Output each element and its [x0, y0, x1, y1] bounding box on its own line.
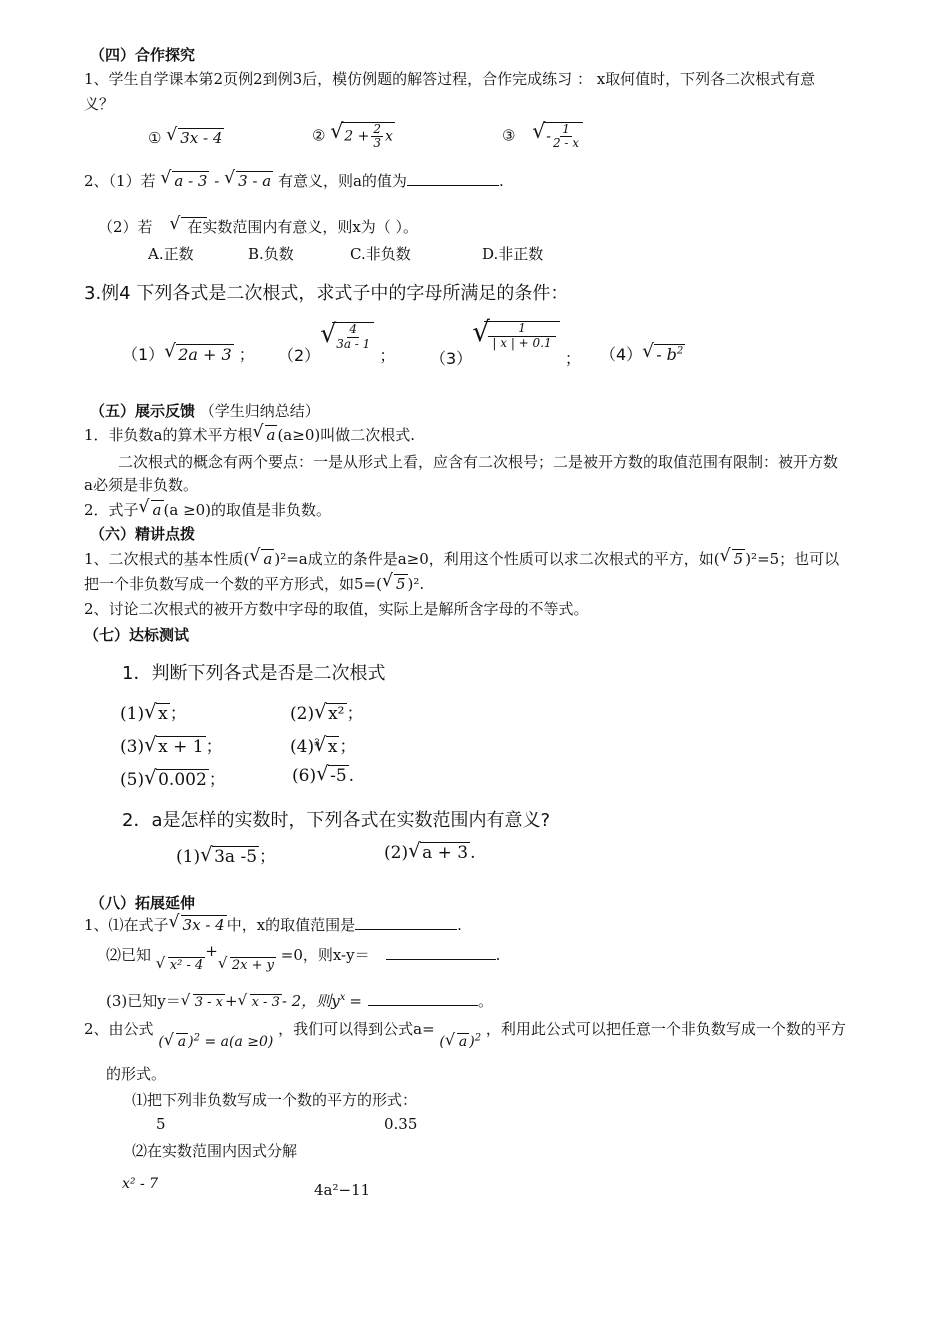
answer-blank[interactable] — [355, 929, 457, 930]
sec4-item1: ① √ 3x - 4 — [148, 128, 224, 147]
sec8-s2: ⑵在实数范围内因式分解 — [132, 1142, 298, 1160]
section-7-heading: （七）达标测试 — [84, 626, 190, 644]
sec8-q1: 1、⑴在式子√ 3x - 4 中，x的取值范围是 . — [84, 914, 462, 935]
sec6-line1: 1、二次根式的基本性质(√ a )²=a成立的条件是a≥0，利用这个性质可以求二次根式的平方，如(√ 5 )²=5；也可以 — [84, 548, 839, 569]
sec5-line1: 1．非负数a的算术平方根√ a (a≥0)叫做二次根式. — [84, 424, 415, 445]
sec4-q2b: （2）若 √ 在实数范围内有意义，则x为（ ）。 — [98, 216, 418, 237]
option-b: B.负数 — [248, 245, 294, 263]
s1-value-5: 5 — [156, 1115, 166, 1133]
ex4-item3: （3） √ $\frac{1}{| x | + 0.1}$ ； — [430, 318, 581, 350]
sec7-q2: 2．a是怎样的实数时，下列各式在实数范围内有意义? — [122, 810, 551, 831]
sec7-q1: 1．判断下列各式是否是二次根式 — [122, 663, 386, 684]
sec8-s1: ⑴把下列非负数写成一个数的平方的形式： — [132, 1091, 418, 1109]
q1-item6: (6)√ -5 . — [292, 765, 354, 786]
s1-value-035: 0.35 — [384, 1115, 418, 1133]
example-4-title: 3.例4 下列各式是二次根式，求式子中的字母所满足的条件： — [84, 283, 569, 304]
sec4-p1-line2: 义？ — [84, 95, 115, 113]
q1-item2: (2)√ x² ； — [290, 699, 364, 724]
sec6-line2: 把一个非负数写成一个数的平方形式，如5=(√ 5 )². — [84, 573, 424, 594]
sec8-q3: (3)已知y＝√ 3 - x +√ x - 3 - 2，则$y^x$ = 。 — [106, 990, 493, 1011]
option-c: C.非负数 — [350, 245, 411, 263]
q1-item4: $(4)^3√$ x ； — [290, 732, 356, 757]
q2-item1: (1)√ 3a -5 ； — [176, 842, 276, 867]
sec8-q2: ⑵已知 √ x² - 4+√ 2x + y =0，则x-y＝ . — [106, 944, 500, 965]
ex4-item4: $(4)√ - b^2$ — [600, 342, 685, 365]
q2-item2: (2)√ a + 3 . — [384, 842, 476, 863]
s2-expr2: 4a²−11 — [314, 1181, 371, 1199]
sec4-item3: ③ √ - $\frac{1}{2 - x}$ — [502, 122, 583, 150]
q1-item1: (1)√ x ； — [120, 699, 187, 724]
option-d: D.非正数 — [482, 245, 544, 263]
sec4-p1-line1: 1、学生自学课本第2页例2到例3后，模仿例题的解答过程，合作完成练习 ： x取何值时，下列各二次根式有意 — [84, 70, 816, 88]
answer-blank[interactable] — [386, 959, 496, 960]
sec5-line4: 2．式子√ a (a ≥0)的取值是非负数。 — [84, 499, 331, 520]
sec4-q2: 2、（1）若 √ a - 3 - √ 3 - a 有意义，则a的值为 . — [84, 170, 504, 191]
sec6-line3: 2、讨论二次根式的被开方数中字母的取值，实际上是解所含字母的不等式。 — [84, 600, 589, 618]
sec4-item2: ② √ 2 + $\frac{2}{3}$ x — [312, 122, 395, 150]
sec5-line3: a必须是非负数。 — [84, 476, 198, 494]
s2-expr1: x² - 7 — [122, 1176, 159, 1192]
answer-blank[interactable] — [407, 185, 499, 186]
ex4-item1: （1）√ 2a + 3 ； — [122, 342, 255, 365]
section-6-heading: （六）精讲点拨 — [90, 525, 196, 543]
sec8-p2: 2、由公式 (√ a )$^2$ = a(a ≥0) ，我们可以得到公式a= (√ a )$^2$ ，利用此公式可以把任意一个非负数写成一个数的平方 — [84, 1018, 846, 1039]
section-8-heading: （八）拓展延伸 — [90, 894, 196, 912]
sec8-p2-line2: 的形式。 — [106, 1065, 167, 1083]
q1-item3: (3)√ x + 1 ； — [120, 732, 223, 757]
section-5-heading: （五）展示反馈 （学生归纳总结） — [90, 402, 320, 420]
section-4-heading: （四）合作探究 — [90, 46, 196, 64]
option-a: A.正数 — [148, 245, 194, 263]
sec5-line2: 二次根式的概念有两个要点：一是从形式上看，应含有二次根号；二是被开方数的取值范围有限制：被开方数 — [118, 453, 839, 471]
answer-blank[interactable] — [368, 1005, 478, 1006]
ex4-item2: （2） √ $\frac{4}{3a - 1}$ ； — [278, 322, 395, 351]
q1-item5: (5)√ 0.002 ； — [120, 765, 226, 790]
